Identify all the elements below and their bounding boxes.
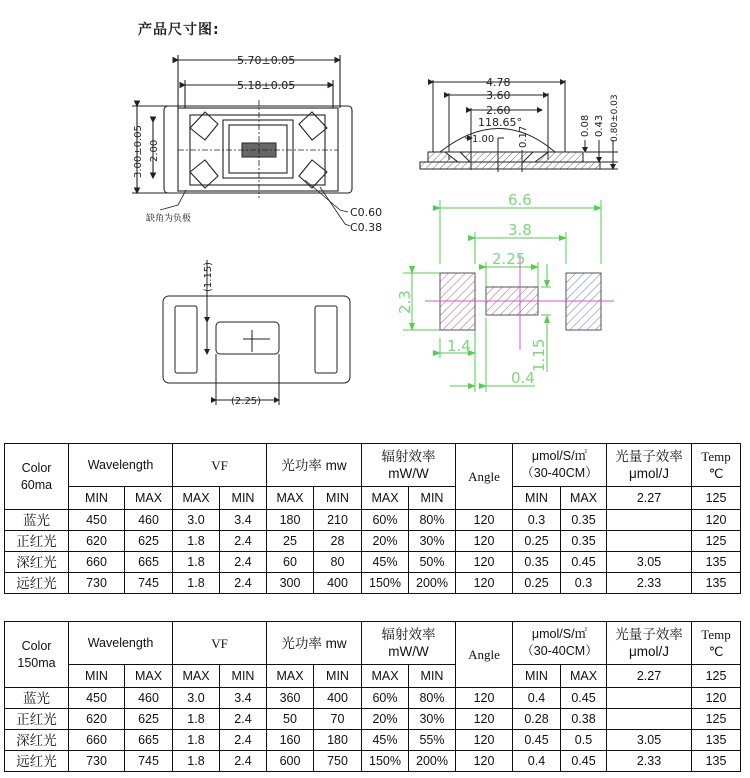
- row-label: 蓝光: [5, 688, 69, 709]
- subheader-cell: MIN: [69, 487, 125, 510]
- side-dim-4: 1.00: [472, 134, 495, 145]
- cell: 730: [69, 751, 125, 772]
- cell: [607, 510, 692, 531]
- cell: 125: [692, 531, 741, 552]
- cell: 135: [692, 730, 741, 751]
- cell: 120: [456, 531, 513, 552]
- cell: 160: [267, 730, 314, 751]
- footprint-gap: 0.4: [511, 369, 535, 387]
- footprint-inner-span: 3.8: [508, 221, 532, 239]
- cell: 460: [125, 510, 173, 531]
- cell: 30%: [409, 531, 456, 552]
- subheader-cell: MAX: [267, 487, 314, 510]
- cell: 2.4: [220, 751, 267, 772]
- cell: 0.35: [513, 552, 561, 573]
- side-dim-2: 3.60: [486, 89, 511, 102]
- side-dim-6: 0.08: [580, 114, 591, 137]
- cell: 0.35: [561, 510, 607, 531]
- cell: 745: [125, 573, 173, 594]
- cell: 45%: [362, 552, 409, 573]
- table-row: [5, 751, 741, 772]
- cell: 2.4: [220, 531, 267, 552]
- cell: 120: [692, 688, 741, 709]
- cell: 120: [456, 510, 513, 531]
- row-label: 正红光: [5, 531, 69, 552]
- vf-header: VF: [173, 622, 267, 665]
- table-row: [5, 688, 741, 709]
- quantum-header: 光量子效率 μmol/J: [607, 622, 692, 665]
- cell: 60%: [362, 688, 409, 709]
- row-label: 远红光: [5, 573, 69, 594]
- wavelength-header: Wavelength: [69, 444, 173, 487]
- cell: 50%: [409, 552, 456, 573]
- cell: 660: [69, 552, 125, 573]
- row-label: 远红光: [5, 751, 69, 772]
- cell: 3.0: [173, 688, 220, 709]
- cell: 0.3: [513, 510, 561, 531]
- subheader-cell: MIN: [220, 665, 267, 688]
- table-row: [5, 552, 741, 573]
- subheader-cell: MIN: [513, 487, 561, 510]
- chamfer-2-label: C0.38: [350, 221, 383, 234]
- subheader-cell: MAX: [173, 487, 220, 510]
- cell: 745: [125, 751, 173, 772]
- cell: 1.8: [173, 730, 220, 751]
- cell: 60: [267, 552, 314, 573]
- cell: 0.4: [513, 751, 561, 772]
- efficiency-header: 辐射效率 mW/W: [362, 444, 456, 487]
- subheader-cell: MAX: [173, 665, 220, 688]
- subheader-cell: MIN: [513, 665, 561, 688]
- cell: 625: [125, 531, 173, 552]
- subheader-cell: MIN: [409, 487, 456, 510]
- angle-header: Angle: [456, 444, 513, 510]
- cell: 2.33: [607, 751, 692, 772]
- cell: 660: [69, 730, 125, 751]
- subheader-row: [5, 487, 741, 510]
- subheader-cell: MAX: [125, 665, 173, 688]
- subheader-row: [5, 665, 741, 688]
- side-dim-3: 2.60: [486, 104, 511, 117]
- side-angle: 118.65°: [478, 116, 522, 129]
- cell: 2.4: [220, 573, 267, 594]
- cathode-note: 缺角为负极: [146, 214, 192, 224]
- cell: 2.4: [220, 552, 267, 573]
- subheader-cell: MIN: [314, 665, 362, 688]
- side-dim-5: 0.17: [518, 125, 529, 148]
- cell: 0.4: [513, 688, 561, 709]
- cell: 30%: [409, 709, 456, 730]
- cell: 80%: [409, 510, 456, 531]
- footprint-side-pad-width: 1.4: [447, 337, 471, 355]
- cell: 120: [456, 751, 513, 772]
- cell: 80%: [409, 688, 456, 709]
- cell: 0.45: [513, 730, 561, 751]
- cell: 3.4: [220, 510, 267, 531]
- quantum-header: 光量子效率 μmol/J: [607, 444, 692, 487]
- ppfd-header: μmol/S/㎡ （30-40CM）: [513, 622, 607, 665]
- cell: 0.45: [561, 688, 607, 709]
- cell: 50: [267, 709, 314, 730]
- cell: 360: [267, 688, 314, 709]
- cell: 0.45: [561, 751, 607, 772]
- cell: 60%: [362, 510, 409, 531]
- cell: 3.05: [607, 552, 692, 573]
- dim-inner-width-label: 5.18±0.05: [237, 79, 296, 92]
- color-header: Color 60ma: [5, 444, 69, 510]
- cell: 1.8: [173, 531, 220, 552]
- dim-inner-height-label: 2.00: [149, 139, 160, 162]
- cell: 45%: [362, 730, 409, 751]
- subheader-cell: 125: [692, 487, 741, 510]
- cell: 150%: [362, 751, 409, 772]
- cell: [607, 531, 692, 552]
- cell: 180: [267, 510, 314, 531]
- footprint-pad-height: 2.3: [396, 290, 414, 314]
- wavelength-header: Wavelength: [69, 622, 173, 665]
- cell: 0.45: [561, 552, 607, 573]
- cell: 600: [267, 751, 314, 772]
- cell: 125: [692, 709, 741, 730]
- subheader-cell: MIN: [314, 487, 362, 510]
- cell: 120: [456, 709, 513, 730]
- side-dim-8: 0.80±0.03: [610, 94, 620, 142]
- cell: 300: [267, 573, 314, 594]
- cell: 180: [314, 730, 362, 751]
- table-row: [5, 709, 741, 730]
- table-row: [5, 730, 741, 751]
- bottom-pad-width-label: (2.25): [231, 396, 262, 407]
- table-row: [5, 573, 741, 594]
- cell: 665: [125, 552, 173, 573]
- current-label: 60ma: [20, 477, 53, 492]
- cell: 3.4: [220, 688, 267, 709]
- spec-table-60ma: [4, 443, 741, 594]
- cell: 150%: [362, 573, 409, 594]
- cell: 450: [69, 510, 125, 531]
- cell: 2.4: [220, 709, 267, 730]
- cell: 20%: [362, 531, 409, 552]
- cell: 0.25: [513, 573, 561, 594]
- cell: 210: [314, 510, 362, 531]
- subheader-cell: MIN: [220, 487, 267, 510]
- vf-header: VF: [173, 444, 267, 487]
- cell: 400: [314, 573, 362, 594]
- cell: 120: [456, 688, 513, 709]
- cell: 20%: [362, 709, 409, 730]
- chamfer-1-label: C0.60: [350, 206, 383, 219]
- subheader-cell: MIN: [409, 665, 456, 688]
- cell: 120: [692, 510, 741, 531]
- cell: 1.8: [173, 552, 220, 573]
- cell: 55%: [409, 730, 456, 751]
- cell: 80: [314, 552, 362, 573]
- footprint-center-pad-width: 2.25: [492, 250, 526, 268]
- cell: 2.33: [607, 573, 692, 594]
- cell: 200%: [409, 751, 456, 772]
- current-label: 150ma: [17, 655, 56, 670]
- bottom-view-drawing: [163, 260, 350, 405]
- cell: 625: [125, 709, 173, 730]
- cell: 460: [125, 688, 173, 709]
- dim-outer-width-label: 5.70±0.05: [237, 54, 296, 67]
- cell: 1.8: [173, 709, 220, 730]
- cell: 3.0: [173, 510, 220, 531]
- power-header: 光功率 mw: [267, 444, 362, 487]
- angle-header: Angle: [456, 622, 513, 688]
- cell: 28: [314, 531, 362, 552]
- cell: 135: [692, 552, 741, 573]
- footprint-total-width: 6.6: [508, 191, 532, 209]
- subheader-cell: MAX: [267, 665, 314, 688]
- cell: 135: [692, 751, 741, 772]
- cell: 0.5: [561, 730, 607, 751]
- row-label: 深红光: [5, 552, 69, 573]
- color-header: Color 150ma: [5, 622, 69, 688]
- subheader-cell: MAX: [561, 665, 607, 688]
- cell: 120: [456, 573, 513, 594]
- subheader-cell: MAX: [125, 487, 173, 510]
- cell: 750: [314, 751, 362, 772]
- cell: 70: [314, 709, 362, 730]
- cell: [607, 688, 692, 709]
- cell: 620: [69, 709, 125, 730]
- cell: 0.28: [513, 709, 561, 730]
- ppfd-header: μmol/S/㎡ （30-40CM）: [513, 444, 607, 487]
- subheader-cell: 2.27: [607, 665, 692, 688]
- page-title: 产品尺寸图:: [138, 22, 220, 38]
- cell: 1.8: [173, 573, 220, 594]
- cell: 135: [692, 573, 741, 594]
- cell: [607, 709, 692, 730]
- cell: 120: [456, 552, 513, 573]
- bottom-pad-height-label: (1.15): [203, 261, 214, 292]
- subheader-cell: MAX: [561, 487, 607, 510]
- spec-table-150ma: [4, 621, 741, 772]
- cell: 0.35: [561, 531, 607, 552]
- side-dim-7: 0.43: [594, 114, 605, 137]
- cell: 120: [456, 730, 513, 751]
- table-row: [5, 531, 741, 552]
- row-label: 正红光: [5, 709, 69, 730]
- dim-height-label: 3.00±0.05: [133, 125, 144, 178]
- subheader-cell: 2.27: [607, 487, 692, 510]
- row-label: 蓝光: [5, 510, 69, 531]
- cell: 25: [267, 531, 314, 552]
- subheader-cell: 125: [692, 665, 741, 688]
- power-header: 光功率 mw: [267, 622, 362, 665]
- table-row: [5, 510, 741, 531]
- subheader-cell: MIN: [69, 665, 125, 688]
- cell: 0.3: [561, 573, 607, 594]
- subheader-cell: MAX: [362, 665, 409, 688]
- side-dim-1: 4.78: [486, 76, 511, 89]
- cell: 0.38: [561, 709, 607, 730]
- temp-header: Temp ℃: [692, 622, 741, 665]
- cell: 730: [69, 573, 125, 594]
- cell: 200%: [409, 573, 456, 594]
- efficiency-header: 辐射效率 mW/W: [362, 622, 456, 665]
- footprint-center-pad-height: 1.15: [530, 338, 548, 372]
- temp-header: Temp ℃: [692, 444, 741, 487]
- cell: 665: [125, 730, 173, 751]
- subheader-cell: MAX: [362, 487, 409, 510]
- cell: 620: [69, 531, 125, 552]
- cell: 2.4: [220, 730, 267, 751]
- cell: 0.25: [513, 531, 561, 552]
- cell: 3.05: [607, 730, 692, 751]
- cell: 450: [69, 688, 125, 709]
- cell: 1.8: [173, 751, 220, 772]
- cell: 400: [314, 688, 362, 709]
- row-label: 深红光: [5, 730, 69, 751]
